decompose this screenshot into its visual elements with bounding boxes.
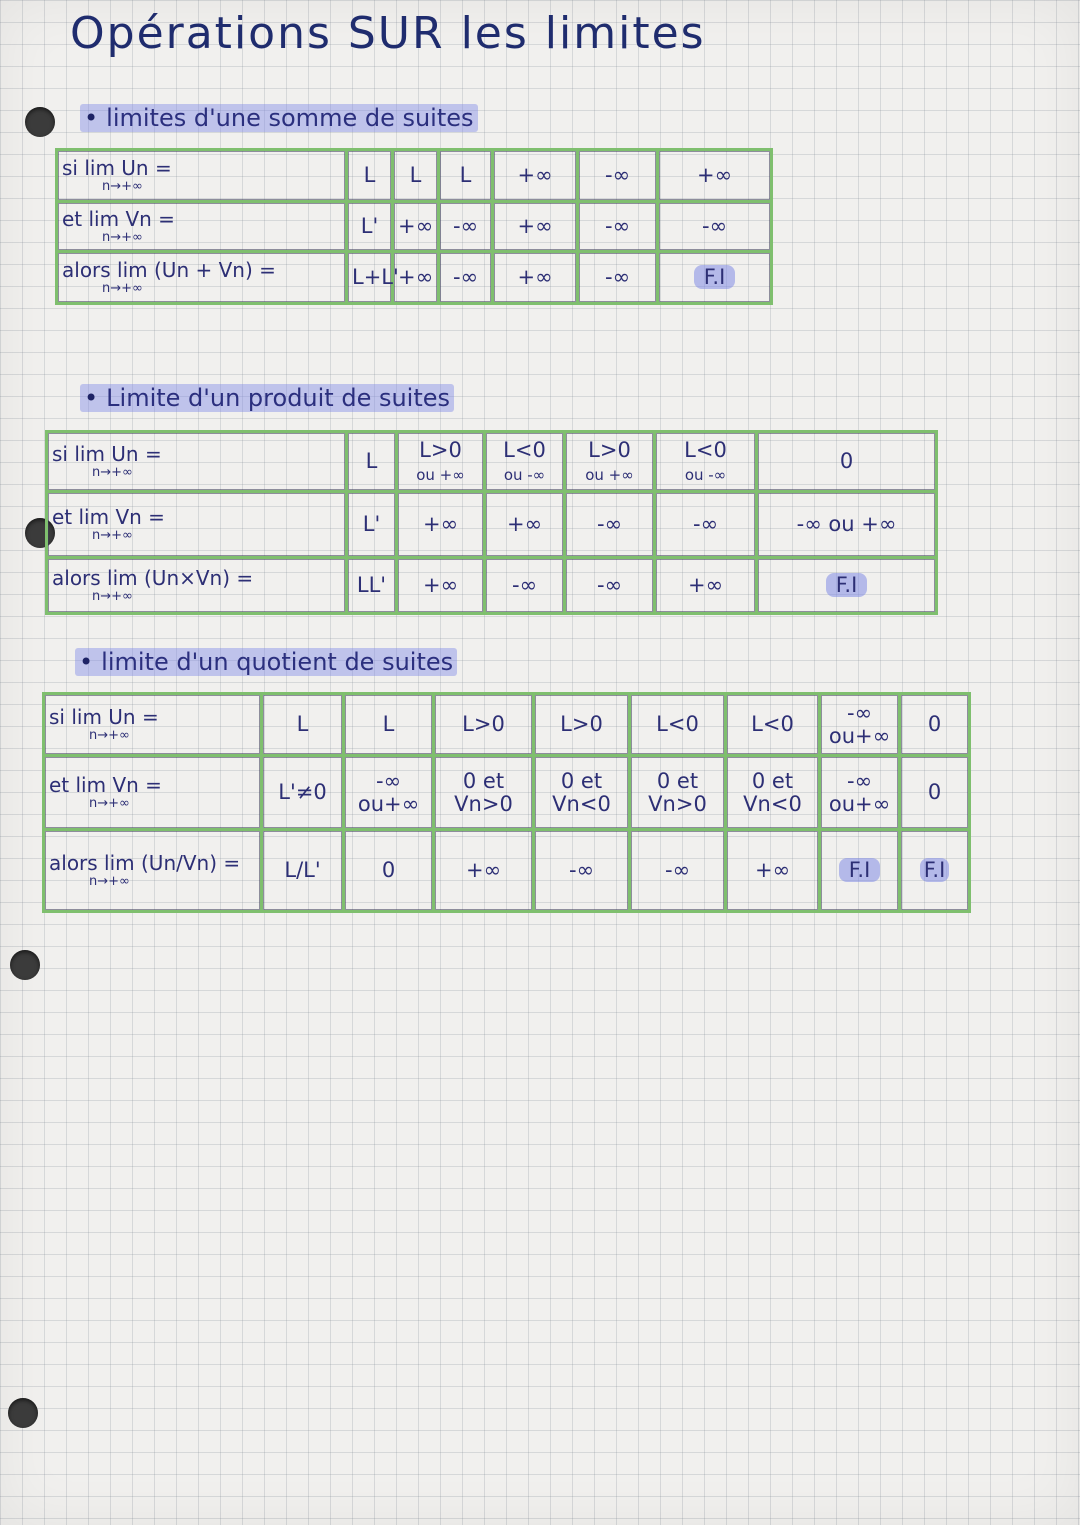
quotient-r2-c2: -∞ ou+∞ (344, 756, 434, 830)
product-r3-c3: -∞ (485, 558, 565, 614)
punch-hole-4 (8, 1398, 38, 1428)
product-r1-c1: L (347, 432, 397, 492)
sum-r2-c2: +∞ (393, 202, 439, 252)
quotient-r3-c5: -∞ (630, 830, 726, 912)
quotient-r2-c5: 0 et Vn>0 (630, 756, 726, 830)
sum-r2-c4: +∞ (493, 202, 578, 252)
quotient-r1-c5: L<0 (630, 694, 726, 756)
product-r3-c2: +∞ (397, 558, 485, 614)
sum-r2-c3: -∞ (439, 202, 493, 252)
quotient-table (42, 692, 971, 913)
product-r2-c1: L' (347, 492, 397, 558)
sum-r2-c5: -∞ (578, 202, 658, 252)
product-r1-c5: L<0 ou -∞ (655, 432, 757, 492)
quotient-fi-highlight-1: F.I (839, 858, 881, 882)
product-fi-highlight: F.I (826, 573, 868, 597)
product-row3-label: alors lim (Un×Vn) = n→+∞ (47, 558, 347, 614)
product-r1-c6: 0 (757, 432, 937, 492)
product-r2-c2: +∞ (397, 492, 485, 558)
quotient-r2-c1: L'≠0 (262, 756, 344, 830)
sum-r1-c1: L (347, 150, 393, 202)
quotient-r3-c1: L/L' (262, 830, 344, 912)
quotient-heading: • limite d'un quotient de suites (75, 648, 457, 676)
product-r3-c1: LL' (347, 558, 397, 614)
quotient-r3-c3: +∞ (434, 830, 534, 912)
quotient-fi-highlight-2: F.I (920, 858, 950, 882)
sum-row1-label: si lim Un = n→+∞ (57, 150, 347, 202)
page-title: Opérations SUR les limites (70, 8, 706, 59)
quotient-r1-c3: L>0 (434, 694, 534, 756)
sum-r1-c2: L (393, 150, 439, 202)
quotient-r2-c7: -∞ ou+∞ (820, 756, 900, 830)
sum-r1-c5: -∞ (578, 150, 658, 202)
sum-r1-c6: +∞ (658, 150, 772, 202)
punch-hole-1 (25, 107, 55, 137)
sum-r1-c3: L (439, 150, 493, 202)
product-row2-label: et lim Vn = n→+∞ (47, 492, 347, 558)
quotient-row1-label: si lim Un = n→+∞ (44, 694, 262, 756)
product-row1-label: si lim Un = n→+∞ (47, 432, 347, 492)
product-table (45, 430, 938, 615)
sum-row2-label: et lim Vn = n→+∞ (57, 202, 347, 252)
sum-row3-label: alors lim (Un + Vn) = n→+∞ (57, 252, 347, 304)
sum-r1-c4: +∞ (493, 150, 578, 202)
product-r1-c3: L<0 ou -∞ (485, 432, 565, 492)
sum-r3-c5: -∞ (578, 252, 658, 304)
sum-r3-c4: +∞ (493, 252, 578, 304)
quotient-r1-c2: L (344, 694, 434, 756)
sum-r2-c6: -∞ (658, 202, 772, 252)
product-r2-c5: -∞ (655, 492, 757, 558)
quotient-r1-c7: -∞ ou+∞ (820, 694, 900, 756)
product-r1-c2: L>0 ou +∞ (397, 432, 485, 492)
quotient-r3-c8 (900, 830, 970, 912)
quotient-r1-c6: L<0 (726, 694, 820, 756)
quotient-r2-c3: 0 et Vn>0 (434, 756, 534, 830)
quotient-r1-c4: L>0 (534, 694, 630, 756)
punch-hole-3 (10, 950, 40, 980)
sum-r3-c6 (658, 252, 772, 304)
product-r3-c5: +∞ (655, 558, 757, 614)
quotient-r1-c8: 0 (900, 694, 970, 756)
quotient-r3-c2: 0 (344, 830, 434, 912)
quotient-r3-c4: -∞ (534, 830, 630, 912)
quotient-r3-c7 (820, 830, 900, 912)
sum-table (55, 148, 773, 305)
quotient-row2-label: et lim Vn = n→+∞ (44, 756, 262, 830)
product-r2-c6: -∞ ou +∞ (757, 492, 937, 558)
quotient-r1-c1: L (262, 694, 344, 756)
sum-r3-c1: L+L' (347, 252, 393, 304)
product-r2-c3: +∞ (485, 492, 565, 558)
sum-r2-c1: L' (347, 202, 393, 252)
product-r1-c4: L>0 ou +∞ (565, 432, 655, 492)
quotient-r2-c6: 0 et Vn<0 (726, 756, 820, 830)
sum-fi-highlight: F.I (694, 265, 736, 289)
sum-heading: • limites d'une somme de suites (80, 104, 478, 132)
product-r2-c4: -∞ (565, 492, 655, 558)
product-r3-c6 (757, 558, 937, 614)
quotient-r2-c4: 0 et Vn<0 (534, 756, 630, 830)
quotient-r3-c6: +∞ (726, 830, 820, 912)
quotient-row3-label: alors lim (Un/Vn) = n→+∞ (44, 830, 262, 912)
sum-r3-c3: -∞ (439, 252, 493, 304)
quotient-r2-c8: 0 (900, 756, 970, 830)
product-heading: • Limite d'un produit de suites (80, 384, 454, 412)
sum-r3-c2: +∞ (393, 252, 439, 304)
product-r3-c4: -∞ (565, 558, 655, 614)
